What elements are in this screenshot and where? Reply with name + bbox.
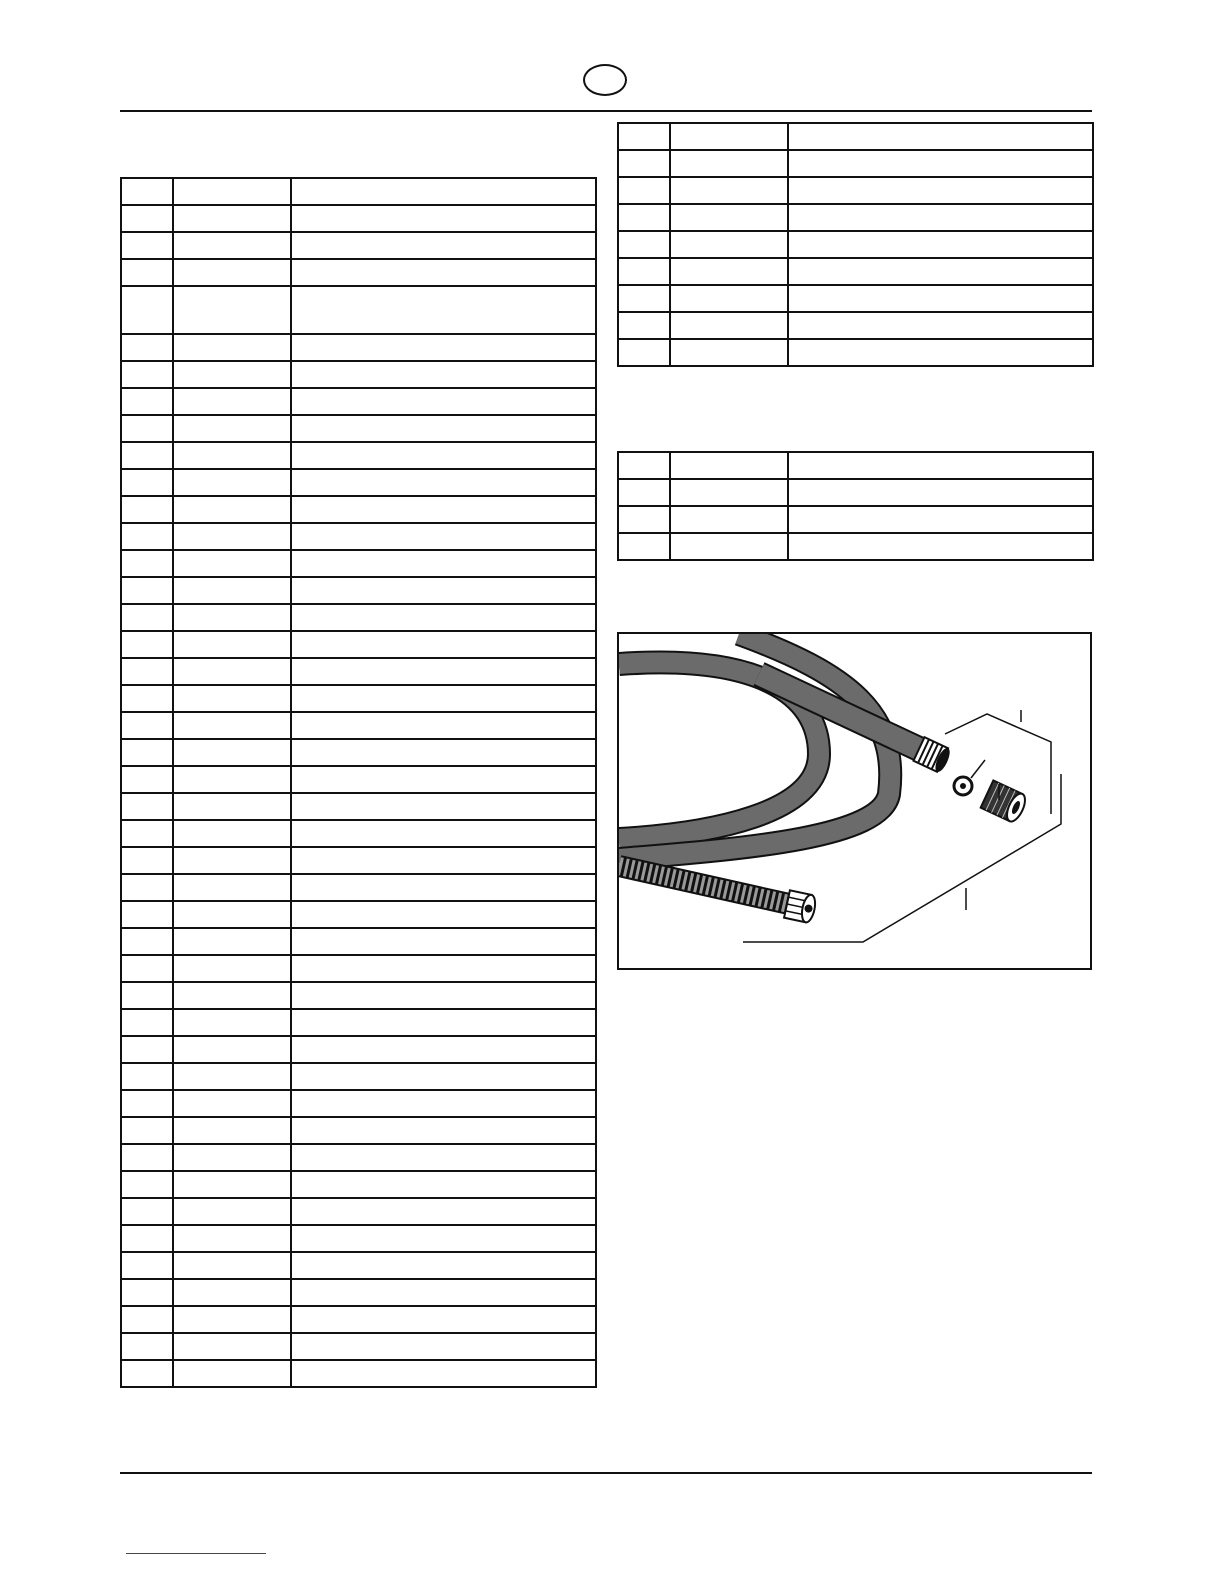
- table-row: [121, 685, 596, 712]
- item-number-cell: [121, 658, 173, 685]
- part-number-cell: [670, 506, 788, 533]
- table-row: [121, 1171, 596, 1198]
- description-cell: [788, 312, 1093, 339]
- table-row: [121, 577, 596, 604]
- item-number-cell: [618, 150, 670, 177]
- description-cell: [291, 442, 596, 469]
- description-cell: [291, 415, 596, 442]
- item-number-cell: [618, 231, 670, 258]
- table-row: [121, 1360, 596, 1387]
- description-cell: [788, 452, 1093, 479]
- table-row: [618, 533, 1093, 560]
- table-row: [121, 631, 596, 658]
- description-cell: [788, 506, 1093, 533]
- table-row: [121, 982, 596, 1009]
- item-number-cell: [618, 533, 670, 560]
- part-number-cell: [173, 205, 291, 232]
- item-number-cell: [121, 1279, 173, 1306]
- part-number-cell: [173, 334, 291, 361]
- table-row: [121, 523, 596, 550]
- item-number-cell: [121, 286, 173, 334]
- part-number-cell: [173, 577, 291, 604]
- item-number-cell: [121, 442, 173, 469]
- table-row: [121, 469, 596, 496]
- description-cell: [291, 658, 596, 685]
- table-row: [121, 604, 596, 631]
- language-badge: [583, 64, 627, 96]
- item-number-cell: [121, 955, 173, 982]
- part-number-cell: [670, 339, 788, 366]
- table-row: [121, 178, 596, 205]
- description-cell: [291, 1225, 596, 1252]
- item-number-cell: [121, 1171, 173, 1198]
- item-number-cell: [121, 604, 173, 631]
- table-row: [121, 712, 596, 739]
- part-number-cell: [670, 231, 788, 258]
- part-number-cell: [173, 1279, 291, 1306]
- table-row: [121, 1036, 596, 1063]
- table-row: [121, 415, 596, 442]
- part-number-cell: [670, 204, 788, 231]
- item-number-cell: [121, 1252, 173, 1279]
- item-number-cell: [121, 205, 173, 232]
- description-cell: [291, 577, 596, 604]
- description-cell: [291, 361, 596, 388]
- item-number-cell: [121, 631, 173, 658]
- part-number-cell: [173, 496, 291, 523]
- table-row: [618, 177, 1093, 204]
- item-number-cell: [121, 415, 173, 442]
- part-number-cell: [173, 820, 291, 847]
- description-cell: [291, 739, 596, 766]
- item-number-cell: [121, 259, 173, 286]
- item-number-cell: [121, 1198, 173, 1225]
- description-cell: [291, 1252, 596, 1279]
- description-cell: [291, 982, 596, 1009]
- table-row: [121, 496, 596, 523]
- table-row: [121, 1009, 596, 1036]
- table-row: [121, 205, 596, 232]
- table-row: [121, 442, 596, 469]
- description-cell: [788, 204, 1093, 231]
- description-cell: [788, 123, 1093, 150]
- description-cell: [291, 604, 596, 631]
- description-cell: [291, 685, 596, 712]
- item-number-cell: [618, 285, 670, 312]
- table-row: [121, 232, 596, 259]
- item-number-cell: [121, 388, 173, 415]
- description-cell: [291, 1036, 596, 1063]
- table-row: [618, 285, 1093, 312]
- part-number-cell: [173, 928, 291, 955]
- item-number-cell: [121, 577, 173, 604]
- item-number-cell: [121, 178, 173, 205]
- part-number-cell: [173, 685, 291, 712]
- description-cell: [788, 150, 1093, 177]
- item-number-cell: [121, 1063, 173, 1090]
- table-row: [121, 1117, 596, 1144]
- part-number-cell: [173, 1117, 291, 1144]
- part-number-cell: [173, 955, 291, 982]
- table-row: [121, 259, 596, 286]
- part-number-cell: [173, 550, 291, 577]
- item-number-cell: [618, 452, 670, 479]
- description-cell: [291, 259, 596, 286]
- item-number-cell: [121, 1306, 173, 1333]
- description-cell: [291, 178, 596, 205]
- description-cell: [291, 847, 596, 874]
- item-number-cell: [618, 479, 670, 506]
- table-row: [618, 312, 1093, 339]
- part-number-cell: [670, 177, 788, 204]
- table-row: [121, 739, 596, 766]
- item-number-cell: [618, 258, 670, 285]
- part-number-cell: [173, 1333, 291, 1360]
- part-number-cell: [173, 1225, 291, 1252]
- item-number-cell: [121, 334, 173, 361]
- table-row: [121, 928, 596, 955]
- table-row: [121, 955, 596, 982]
- item-number-cell: [121, 982, 173, 1009]
- part-number-cell: [173, 604, 291, 631]
- header-rule: [120, 110, 1092, 112]
- item-number-cell: [121, 739, 173, 766]
- part-number-cell: [670, 285, 788, 312]
- item-number-cell: [121, 1090, 173, 1117]
- item-number-cell: [618, 204, 670, 231]
- table-row: [618, 123, 1093, 150]
- part-number-cell: [173, 442, 291, 469]
- item-number-cell: [121, 1225, 173, 1252]
- description-cell: [291, 874, 596, 901]
- item-number-cell: [121, 685, 173, 712]
- item-number-cell: [121, 1009, 173, 1036]
- item-number-cell: [121, 820, 173, 847]
- table-row: [121, 847, 596, 874]
- upper-right-parts-table: [617, 122, 1094, 367]
- description-cell: [291, 232, 596, 259]
- footer-rule: [120, 1472, 1092, 1474]
- part-number-cell: [173, 1090, 291, 1117]
- part-number-cell: [670, 452, 788, 479]
- part-number-cell: [173, 982, 291, 1009]
- part-number-cell: [173, 1144, 291, 1171]
- part-number-cell: [173, 847, 291, 874]
- item-number-cell: [618, 312, 670, 339]
- table-row: [121, 793, 596, 820]
- part-number-cell: [670, 479, 788, 506]
- item-number-cell: [121, 1117, 173, 1144]
- description-cell: [291, 793, 596, 820]
- description-cell: [291, 1171, 596, 1198]
- part-number-cell: [173, 259, 291, 286]
- part-number-cell: [670, 258, 788, 285]
- item-number-cell: [121, 901, 173, 928]
- description-cell: [291, 1198, 596, 1225]
- item-number-cell: [121, 928, 173, 955]
- description-cell: [291, 955, 596, 982]
- item-number-cell: [121, 1144, 173, 1171]
- table-row: [618, 452, 1093, 479]
- table-row: [121, 1306, 596, 1333]
- part-number-cell: [173, 1063, 291, 1090]
- description-cell: [788, 479, 1093, 506]
- part-number-cell: [173, 766, 291, 793]
- table-row: [618, 150, 1093, 177]
- item-number-cell: [121, 1360, 173, 1387]
- part-number-cell: [173, 1360, 291, 1387]
- part-number-cell: [173, 631, 291, 658]
- description-cell: [291, 1009, 596, 1036]
- part-number-cell: [173, 1036, 291, 1063]
- description-cell: [291, 901, 596, 928]
- table-row: [121, 820, 596, 847]
- description-cell: [291, 1306, 596, 1333]
- part-number-cell: [173, 658, 291, 685]
- description-cell: [291, 1063, 596, 1090]
- item-number-cell: [618, 339, 670, 366]
- item-number-cell: [121, 232, 173, 259]
- table-row: [121, 361, 596, 388]
- table-row: [618, 479, 1093, 506]
- description-cell: [291, 334, 596, 361]
- footer-link-underline[interactable]: [126, 1553, 266, 1554]
- item-number-cell: [618, 506, 670, 533]
- table-row: [121, 550, 596, 577]
- table-row: [121, 1063, 596, 1090]
- part-number-cell: [173, 1171, 291, 1198]
- part-number-cell: [173, 523, 291, 550]
- table-row: [618, 231, 1093, 258]
- part-number-cell: [173, 901, 291, 928]
- table-row: [121, 1333, 596, 1360]
- description-cell: [788, 258, 1093, 285]
- item-number-cell: [121, 1036, 173, 1063]
- table-row: [121, 1225, 596, 1252]
- lower-right-parts-table: [617, 451, 1094, 561]
- item-number-cell: [618, 123, 670, 150]
- item-number-cell: [618, 177, 670, 204]
- description-cell: [291, 1279, 596, 1306]
- description-cell: [291, 1144, 596, 1171]
- table-row: [121, 1279, 596, 1306]
- table-row: [121, 901, 596, 928]
- part-number-cell: [173, 388, 291, 415]
- description-cell: [291, 712, 596, 739]
- part-number-cell: [173, 286, 291, 334]
- item-number-cell: [121, 766, 173, 793]
- description-cell: [291, 205, 596, 232]
- table-row: [121, 286, 596, 334]
- table-row: [121, 1144, 596, 1171]
- table-row: [618, 204, 1093, 231]
- description-cell: [788, 177, 1093, 204]
- description-cell: [291, 1333, 596, 1360]
- description-cell: [788, 339, 1093, 366]
- description-cell: [291, 928, 596, 955]
- description-cell: [291, 550, 596, 577]
- item-number-cell: [121, 496, 173, 523]
- description-cell: [788, 231, 1093, 258]
- description-cell: [291, 766, 596, 793]
- part-number-cell: [173, 1306, 291, 1333]
- item-number-cell: [121, 712, 173, 739]
- description-cell: [291, 286, 596, 334]
- description-cell: [788, 285, 1093, 312]
- part-number-cell: [173, 232, 291, 259]
- table-row: [121, 1252, 596, 1279]
- part-number-cell: [173, 1198, 291, 1225]
- main-parts-table: [120, 177, 597, 1388]
- part-number-cell: [670, 123, 788, 150]
- table-row: [121, 388, 596, 415]
- item-number-cell: [121, 523, 173, 550]
- hose-assembly-icon: [617, 632, 1092, 970]
- part-number-cell: [173, 739, 291, 766]
- part-number-cell: [670, 312, 788, 339]
- part-number-cell: [173, 1252, 291, 1279]
- part-number-cell: [670, 533, 788, 560]
- description-cell: [788, 533, 1093, 560]
- table-row: [121, 766, 596, 793]
- item-number-cell: [121, 469, 173, 496]
- table-row: [618, 339, 1093, 366]
- description-cell: [291, 1117, 596, 1144]
- description-cell: [291, 820, 596, 847]
- part-number-cell: [173, 469, 291, 496]
- part-number-cell: [173, 874, 291, 901]
- part-number-cell: [173, 793, 291, 820]
- item-number-cell: [121, 874, 173, 901]
- part-number-cell: [173, 415, 291, 442]
- description-cell: [291, 388, 596, 415]
- part-number-cell: [173, 712, 291, 739]
- part-number-cell: [173, 361, 291, 388]
- table-row: [121, 1198, 596, 1225]
- description-cell: [291, 523, 596, 550]
- description-cell: [291, 631, 596, 658]
- part-number-cell: [173, 178, 291, 205]
- table-row: [121, 1090, 596, 1117]
- part-number-cell: [670, 150, 788, 177]
- table-row: [121, 334, 596, 361]
- item-number-cell: [121, 550, 173, 577]
- table-row: [121, 658, 596, 685]
- table-row: [618, 258, 1093, 285]
- table-row: [618, 506, 1093, 533]
- table-row: [121, 874, 596, 901]
- description-cell: [291, 496, 596, 523]
- part-number-cell: [173, 1009, 291, 1036]
- item-number-cell: [121, 361, 173, 388]
- description-cell: [291, 1090, 596, 1117]
- description-cell: [291, 1360, 596, 1387]
- item-number-cell: [121, 793, 173, 820]
- item-number-cell: [121, 1333, 173, 1360]
- item-number-cell: [121, 847, 173, 874]
- description-cell: [291, 469, 596, 496]
